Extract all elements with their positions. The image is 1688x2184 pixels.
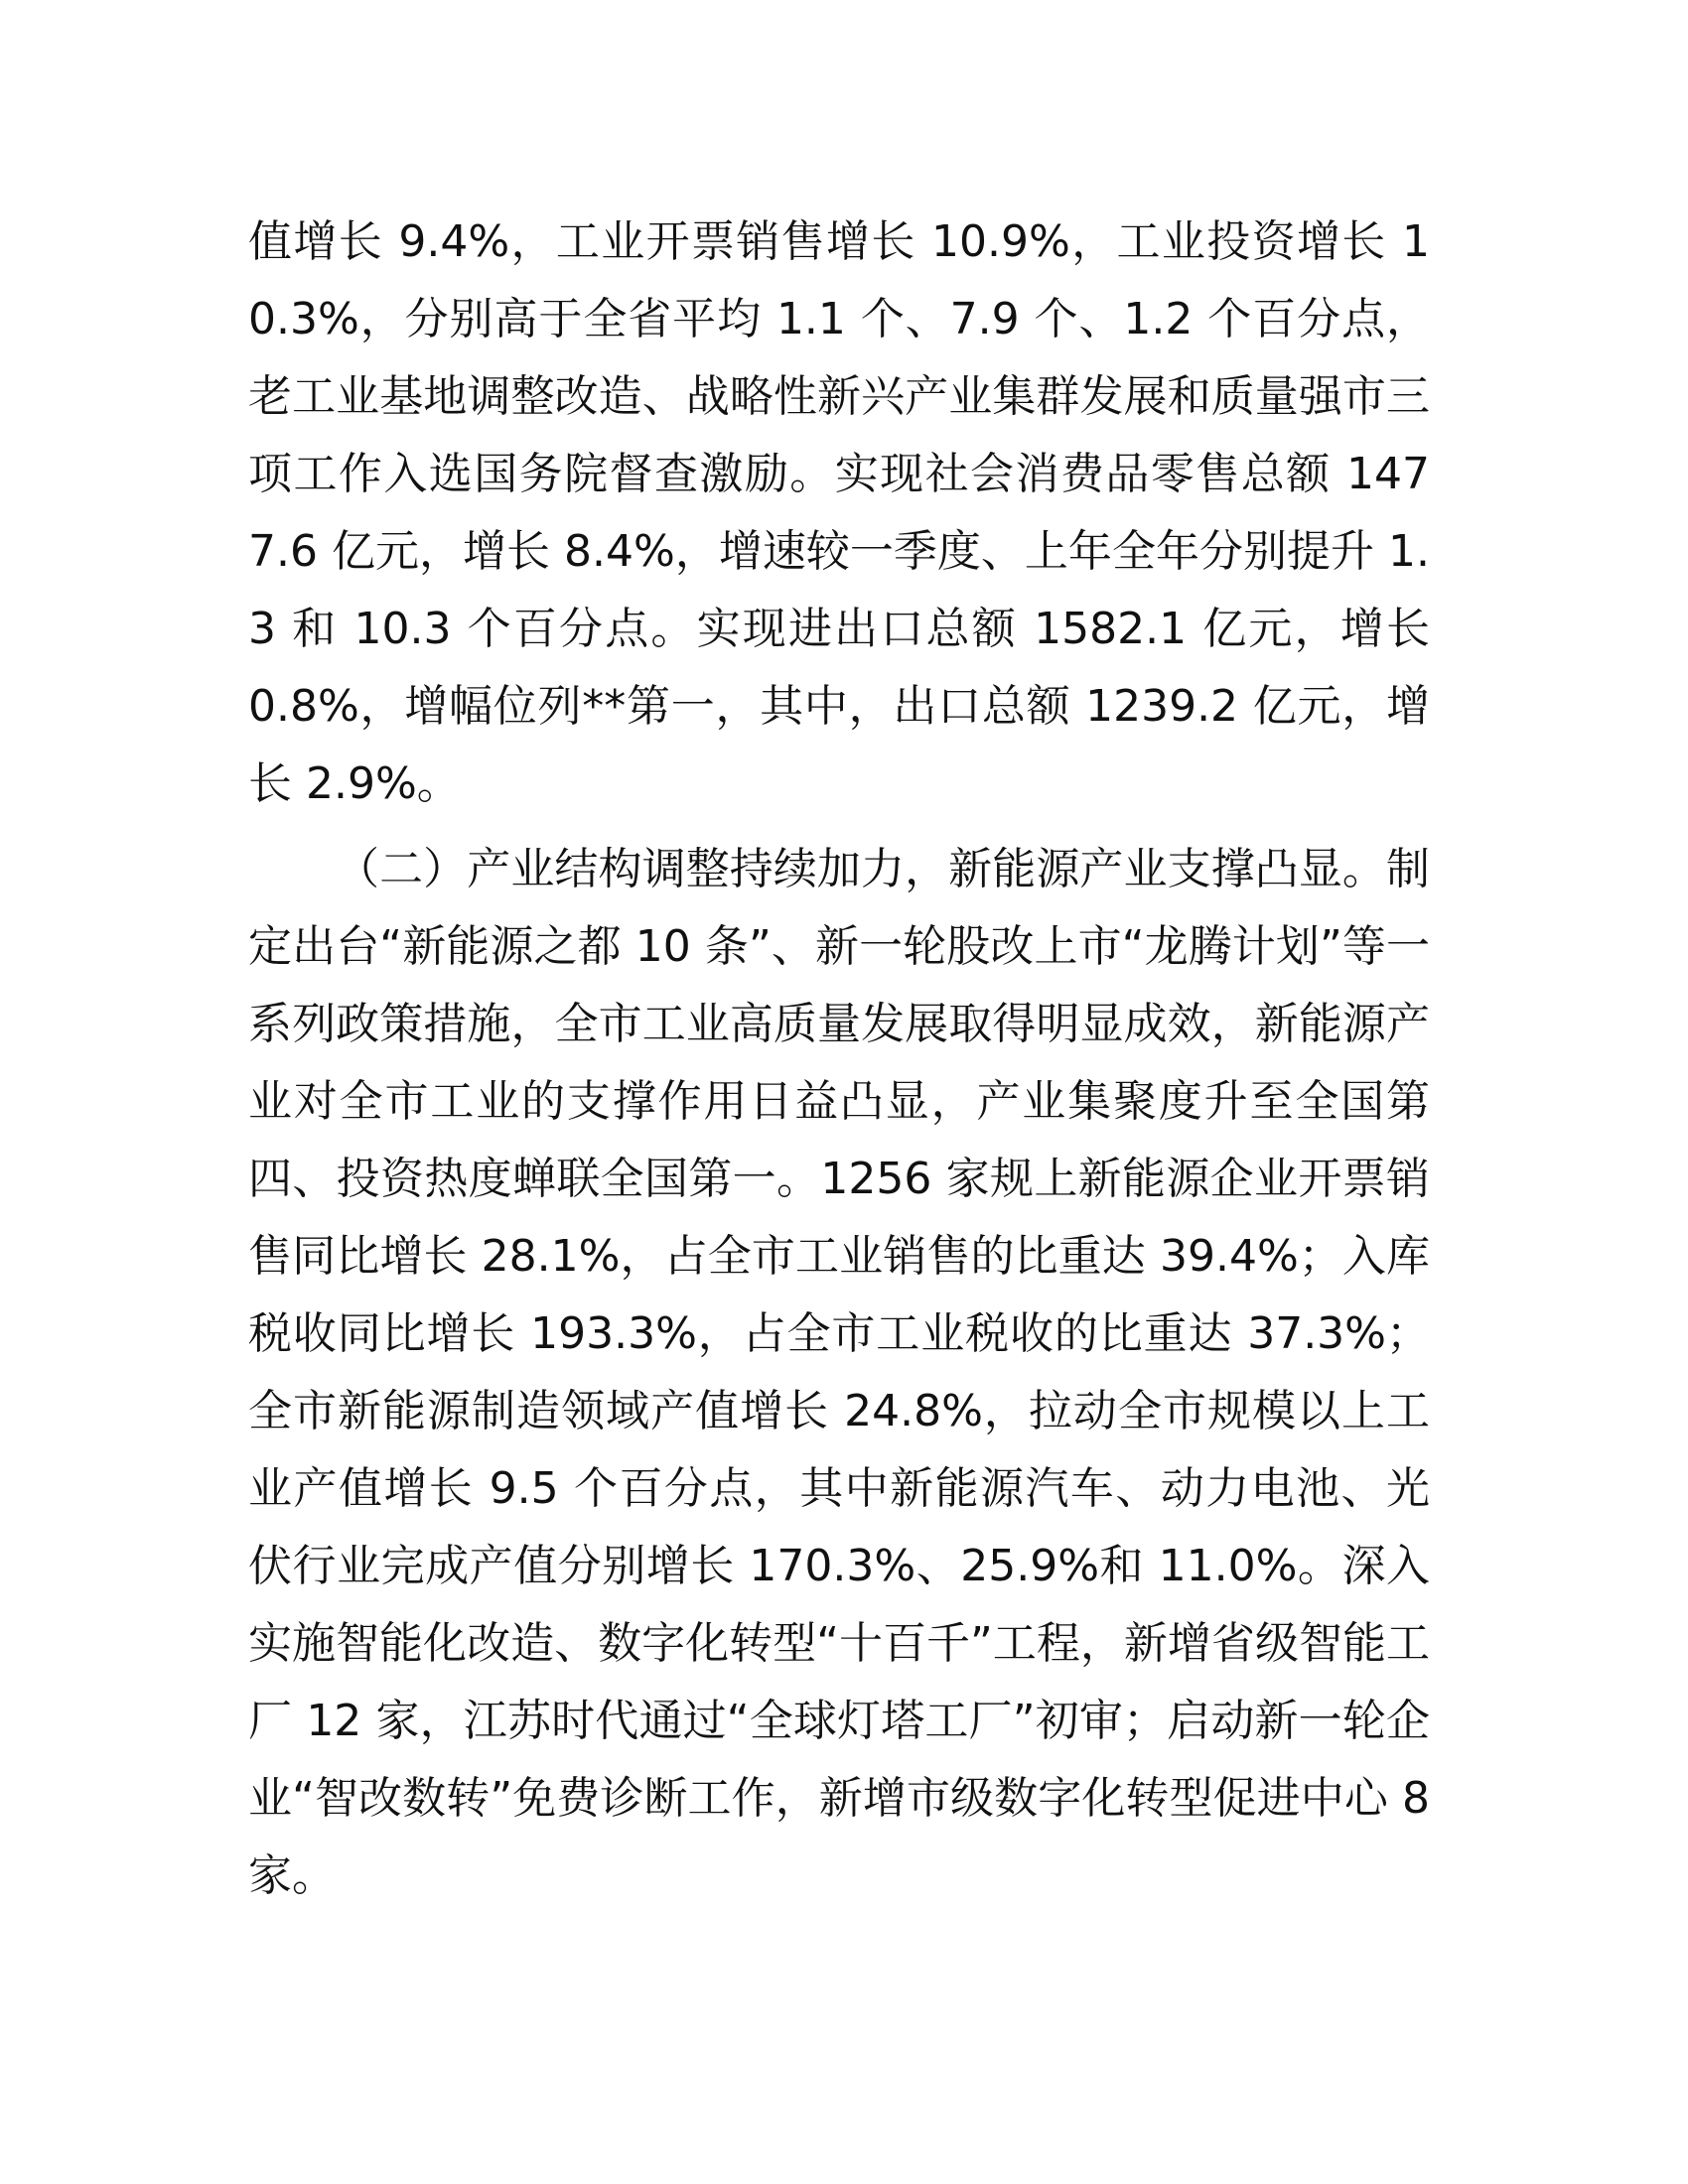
paragraph-economic-indicators: 值增长 9.4%，工业开票销售增长 10.9%，工业投资增长 10.3%，分别高于全省平均 1.1 个、7.9 个、1.2 个百分点，老工业基地调整改造、战略性新兴产业集群发展和质量强市三项工作入选国务院督查激励。实现社会消费品零售总额 1477.6 亿元，增长 8.4%，增速较一季度、上年全年分别提升 1.3 和 10.3 个百分点。实现进出口总额 1582.1 亿元，增长 0.8%，增幅位列**第一，其中，出口总额 1239.2 亿元，增长 2.9%。 (248, 216, 1430, 809)
paragraph-industrial-structure: （二）产业结构调整持续加力，新能源产业支撑凸显。制定出台“新能源之都 10 条”、新一轮股改上市“龙腾计划”等一系列政策措施，全市工业高质量发展取得明显成效，新能源产业对全市工业的支撑作用日益凸显，产业集聚度升至全国第四、投资热度蝉联全国第一。1256 家规上新能源企业开票销售同比增长 28.1%，占全市工业销售的比重达 39.4%；入库税收同比增长 193.3%，占全市工业税收的比重达 37.3%；全市新能源制造领域产值增长 24.8%，拉动全市规模以上工业产值增长 9.5 个百分点，其中新能源汽车、动力电池、光伏行业完成产值分别增长 170.3%、25.9%和 11.0%。深入实施智能化改造、数字化转型“十百千”工程，新增省级智能工厂 12 家，江苏时代通过“全球灯塔工厂”初审；启动新一轮企业“智改数转”免费诊断工作，新增市级数字化转型促进中心 8 家。 (248, 844, 1430, 1901)
document-body (248, 204, 1430, 1915)
